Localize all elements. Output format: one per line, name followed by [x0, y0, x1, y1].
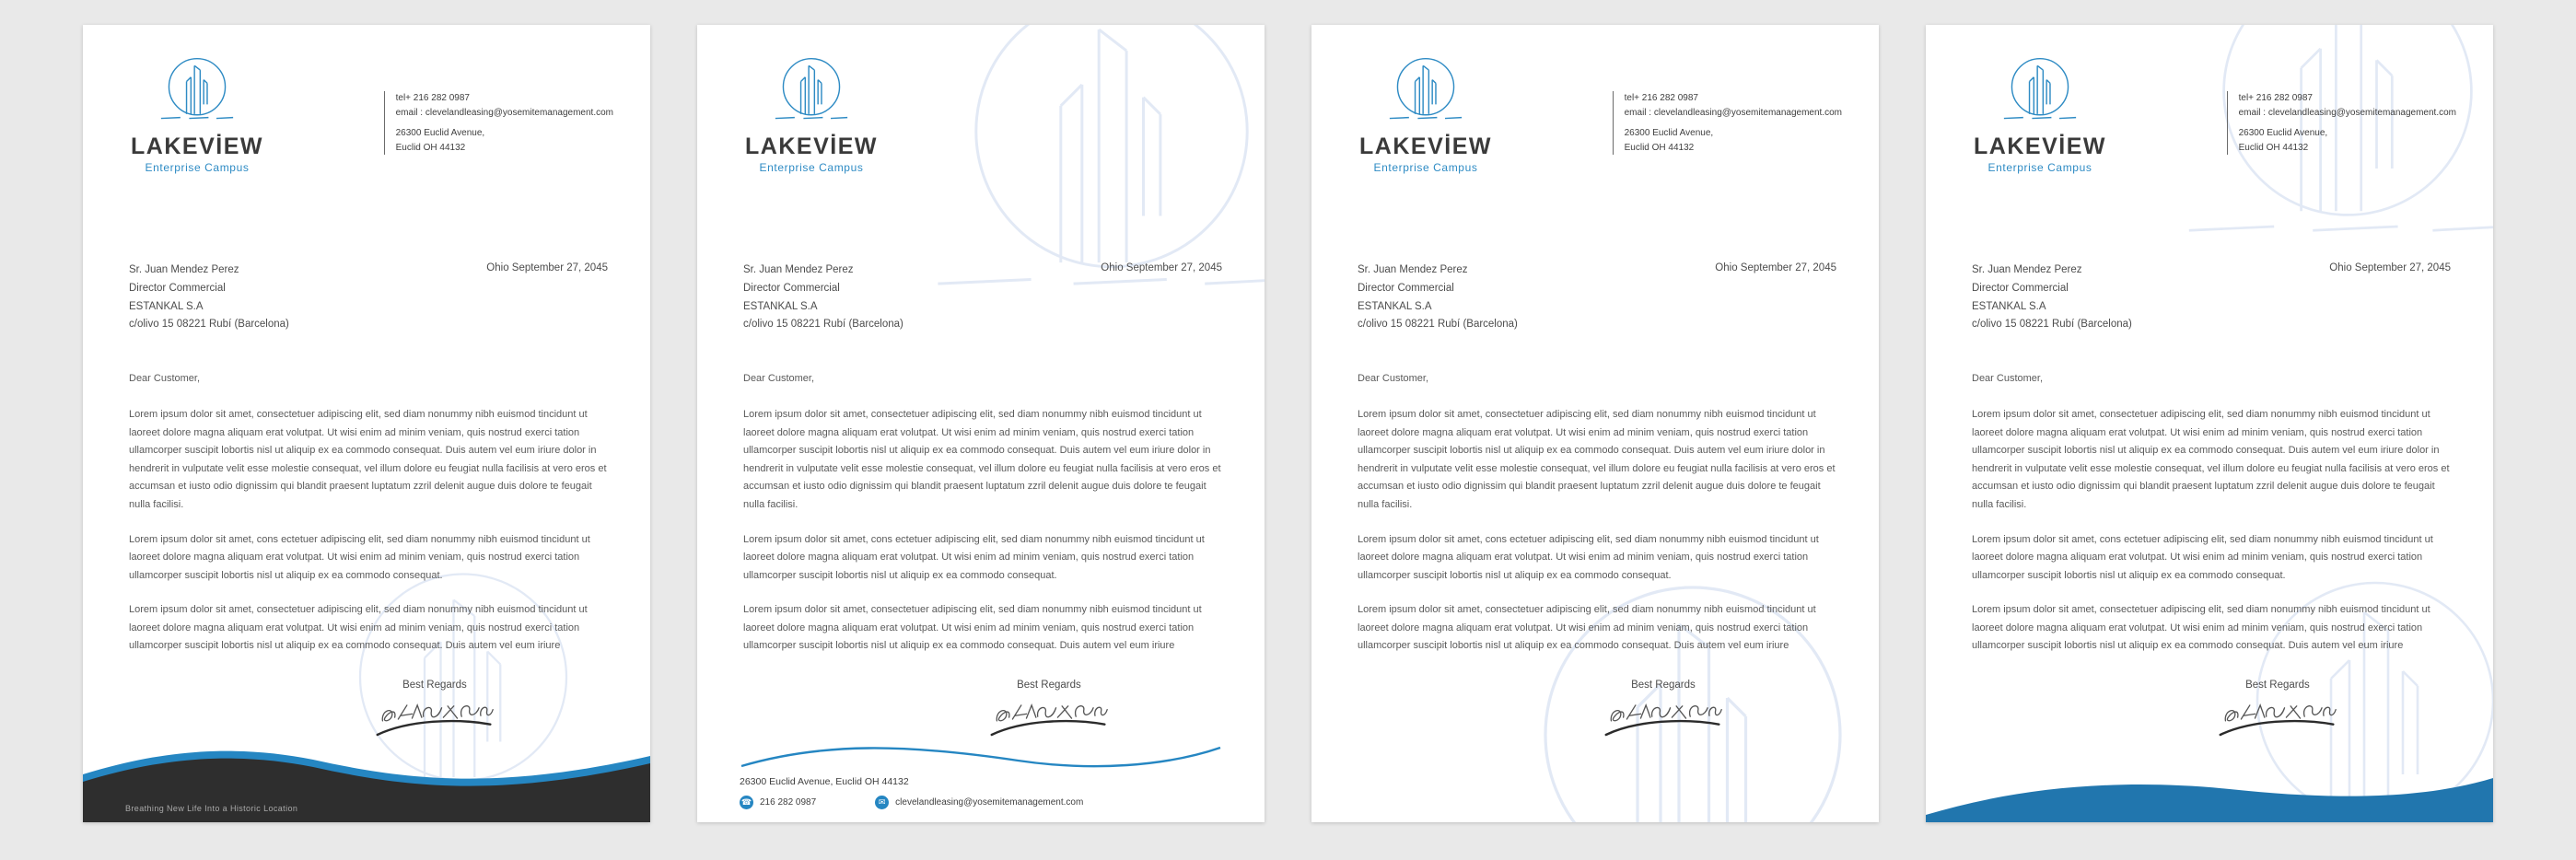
company-logo: [123, 52, 271, 174]
closing-text: Best Regards: [2245, 680, 2310, 691]
recipient-name: Sr. Juan Mendez Perez: [1358, 264, 1468, 275]
body-paragraph: Lorem ipsum dolor sit amet, consectetuer adipiscing elit, sed diam nonummy nibh euismod tincidunt ut laoreet dolore magna aliquam erat volutpat. Ut wisi enim ad minim veniam, quis nostrud exerci tation ullamcorper suscipit lobortis nisl ut aliquip ex ea commodo consequat. Duis autem vel eum iriure: [1358, 604, 1816, 652]
contact-address-line1: 26300 Euclid Avenue,: [395, 128, 485, 138]
body-paragraph: Lorem ipsum dolor sit amet, cons ectetuer adipiscing elit, sed diam nonummy nibh euismod tincidunt ut laoreet dolore magna aliquam erat volutpat. Ut wisi enim ad minim veniam, quis nostrud exerci tation ullamcorper suscipit lobortis nisl ut aliquip ex ea commodo consequat.: [1972, 533, 2433, 581]
letter-template-4[interactable]: [1926, 25, 2493, 822]
signature-block: [1562, 680, 1765, 745]
header-contact-block: [1613, 91, 1842, 155]
company-logo: [738, 52, 885, 174]
company-logo: [1966, 52, 2114, 174]
logo-wordmark: LAKEVİEW: [131, 134, 263, 159]
recipient-block: [1358, 261, 1518, 334]
closing-text: Best Regards: [402, 680, 467, 691]
signature-scribble-icon: [988, 698, 1110, 740]
logo-wordmark: LAKEVİEW: [1974, 134, 2106, 159]
footer-email-address: clevelandleasing@yosemitemanagement.com: [895, 797, 1084, 808]
spacer: [1625, 120, 1842, 126]
recipient-company: ESTANKAL S.A: [129, 300, 204, 312]
recipient-block: [1972, 261, 2132, 334]
recipient-name: Sr. Juan Mendez Perez: [129, 264, 239, 275]
contact-tel: tel+ 216 282 0987: [1624, 93, 1698, 103]
recipient-block: [129, 261, 289, 334]
footer-tagline: Breathing New Life Into a Historic Location: [125, 804, 298, 813]
email-icon: ✉: [875, 796, 889, 809]
letter-date: Ohio September 27, 2045: [2329, 262, 2451, 273]
logo-tagline: Enterprise Campus: [1987, 161, 2092, 174]
body-paragraph: Lorem ipsum dolor sit amet, cons ectetuer adipiscing elit, sed diam nonummy nibh euismod tincidunt ut laoreet dolore magna aliquam erat volutpat. Ut wisi enim ad minim veniam, quis nostrud exerci tation ullamcorper suscipit lobortis nisl ut aliquip ex ea commodo consequat.: [743, 533, 1205, 581]
closing-text: Best Regards: [1017, 680, 1081, 691]
wave-line-icon: [740, 737, 1222, 772]
contact-address-line1: 26300 Euclid Avenue,: [2238, 128, 2328, 138]
recipient-company: ESTANKAL S.A: [1972, 300, 2046, 312]
contact-email: email : clevelandleasing@yosemitemanagement.com: [1624, 107, 1842, 118]
body-paragraph: Lorem ipsum dolor sit amet, consectetuer adipiscing elit, sed diam nonummy nibh euismod tincidunt ut laoreet dolore magna aliquam erat volutpat. Ut wisi enim ad minim veniam, quis nostrud exerci tation ullamcorper suscipit lobortis nisl ut aliquip ex ea commodo consequat. Duis autem vel eum iriure dolor in hendrerit in vulputate velit esse molestie consequat, vel illum dolore eu feugiat nulla facilisis at vero eros et accumsan et iusto odio dignissim qui blandit praesent luptatum zzril delenit augue duis dolore te feugait nulla facilisi.: [129, 409, 607, 510]
closing-text: Best Regards: [1631, 680, 1696, 691]
body-paragraph: Lorem ipsum dolor sit amet, consectetuer adipiscing elit, sed diam nonummy nibh euismod tincidunt ut laoreet dolore magna aliquam erat volutpat. Ut wisi enim ad minim veniam, quis nostrud exerci tation ullamcorper suscipit lobortis nisl ut aliquip ex ea commodo consequat. Duis autem vel eum iriure: [129, 604, 588, 652]
recipient-address: c/olivo 15 08221 Rubí (Barcelona): [1358, 319, 1518, 331]
recipient-company: ESTANKAL S.A: [1358, 300, 1432, 312]
recipient-title: Director Commercial: [1358, 282, 1454, 294]
letter-date: Ohio September 27, 2045: [486, 262, 608, 273]
spacer: [396, 120, 613, 126]
letter-date: Ohio September 27, 2045: [1101, 262, 1222, 273]
contact-email: email : clevelandleasing@yosemitemanagement.com: [395, 107, 613, 118]
company-logo: [1352, 52, 1499, 174]
contact-email: email : clevelandleasing@yosemitemanagement.com: [2238, 107, 2456, 118]
spacer: [2239, 120, 2456, 126]
signature-scribble-icon: [374, 698, 495, 740]
body-paragraph: Lorem ipsum dolor sit amet, consectetuer adipiscing elit, sed diam nonummy nibh euismod tincidunt ut laoreet dolore magna aliquam erat volutpat. Ut wisi enim ad minim veniam, quis nostrud exerci tation ullamcorper suscipit lobortis nisl ut aliquip ex ea commodo consequat. Duis autem vel eum iriure dolor in hendrerit in vulputate velit esse molestie consequat, vel illum dolore eu feugiat nulla facilisis at vero eros et accumsan et iusto odio dignissim qui blandit praesent luptatum zzril delenit augue duis dolore te feugait nulla facilisi.: [743, 409, 1221, 510]
recipient-title: Director Commercial: [743, 282, 840, 294]
contact-address-line2: Euclid OH 44132: [2238, 142, 2309, 153]
footer-blue-wave: [1926, 756, 2493, 822]
logo-tagline: Enterprise Campus: [1373, 161, 1478, 174]
body-paragraph: Lorem ipsum dolor sit amet, cons ectetuer adipiscing elit, sed diam nonummy nibh euismod tincidunt ut laoreet dolore magna aliquam erat volutpat. Ut wisi enim ad minim veniam, quis nostrud exerci tation ullamcorper suscipit lobortis nisl ut aliquip ex ea commodo consequat.: [129, 533, 590, 581]
recipient-address: c/olivo 15 08221 Rubí (Barcelona): [743, 319, 903, 331]
letter-date: Ohio September 27, 2045: [1715, 262, 1836, 273]
recipient-address: c/olivo 15 08221 Rubí (Barcelona): [1972, 319, 2132, 331]
header-contact-block: [384, 91, 613, 155]
letter-template-3[interactable]: [1311, 25, 1879, 822]
signature-block: [948, 680, 1150, 745]
salutation: Dear Customer,: [743, 373, 815, 385]
footer-address: 26300 Euclid Avenue, Euclid OH 44132: [740, 776, 909, 787]
logo-emblem-icon: [1996, 52, 2084, 130]
logo-wordmark: LAKEVİEW: [745, 134, 878, 159]
recipient-block: [743, 261, 903, 334]
contact-address-line2: Euclid OH 44132: [395, 142, 466, 153]
recipient-address: c/olivo 15 08221 Rubí (Barcelona): [129, 319, 289, 331]
logo-emblem-icon: [767, 52, 856, 130]
contact-address-line2: Euclid OH 44132: [1624, 142, 1695, 153]
footer-dark-wave: [83, 741, 650, 822]
footer-phone-item: [740, 796, 816, 809]
recipient-title: Director Commercial: [129, 282, 226, 294]
salutation: Dear Customer,: [129, 373, 201, 385]
signature-scribble-icon: [2217, 698, 2338, 740]
logo-tagline: Enterprise Campus: [759, 161, 864, 174]
signature-block: [333, 680, 536, 745]
phone-icon: ☎: [740, 796, 753, 809]
logo-wordmark: LAKEVİEW: [1359, 134, 1492, 159]
body-paragraph: Lorem ipsum dolor sit amet, consectetuer adipiscing elit, sed diam nonummy nibh euismod tincidunt ut laoreet dolore magna aliquam erat volutpat. Ut wisi enim ad minim veniam, quis nostrud exerci tation ullamcorper suscipit lobortis nisl ut aliquip ex ea commodo consequat. Duis autem vel eum iriure: [1972, 604, 2430, 652]
salutation: Dear Customer,: [1358, 373, 1429, 385]
footer-email-item: [875, 796, 1083, 809]
recipient-title: Director Commercial: [1972, 282, 2069, 294]
logo-tagline: Enterprise Campus: [145, 161, 250, 174]
contact-tel: tel+ 216 282 0987: [2238, 93, 2313, 103]
recipient-name: Sr. Juan Mendez Perez: [743, 264, 854, 275]
footer-phone-number: 216 282 0987: [760, 797, 817, 808]
body-paragraph: Lorem ipsum dolor sit amet, consectetuer adipiscing elit, sed diam nonummy nibh euismod tincidunt ut laoreet dolore magna aliquam erat volutpat. Ut wisi enim ad minim veniam, quis nostrud exerci tation ullamcorper suscipit lobortis nisl ut aliquip ex ea commodo consequat. Duis autem vel eum iriure dolor in hendrerit in vulputate velit esse molestie consequat, vel illum dolore eu feugiat nulla facilisis at vero eros et accumsan et iusto odio dignissim qui blandit praesent luptatum zzril delenit augue duis dolore te feugait nulla facilisi.: [1972, 409, 2450, 510]
header-contact-block: [2227, 91, 2456, 155]
body-paragraph: Lorem ipsum dolor sit amet, cons ectetuer adipiscing elit, sed diam nonummy nibh euismod tincidunt ut laoreet dolore magna aliquam erat volutpat. Ut wisi enim ad minim veniam, quis nostrud exerci tation ullamcorper suscipit lobortis nisl ut aliquip ex ea commodo consequat.: [1358, 533, 1819, 581]
body-paragraph: Lorem ipsum dolor sit amet, consectetuer adipiscing elit, sed diam nonummy nibh euismod tincidunt ut laoreet dolore magna aliquam erat volutpat. Ut wisi enim ad minim veniam, quis nostrud exerci tation ullamcorper suscipit lobortis nisl ut aliquip ex ea commodo consequat. Duis autem vel eum iriure: [743, 604, 1202, 652]
recipient-company: ESTANKAL S.A: [743, 300, 818, 312]
logo-emblem-icon: [1381, 52, 1470, 130]
contact-address-line1: 26300 Euclid Avenue,: [1624, 128, 1714, 138]
signature-scribble-icon: [1603, 698, 1724, 740]
letter-template-2[interactable]: [697, 25, 1265, 822]
recipient-name: Sr. Juan Mendez Perez: [1972, 264, 2082, 275]
body-paragraph: Lorem ipsum dolor sit amet, consectetuer adipiscing elit, sed diam nonummy nibh euismod tincidunt ut laoreet dolore magna aliquam erat volutpat. Ut wisi enim ad minim veniam, quis nostrud exerci tation ullamcorper suscipit lobortis nisl ut aliquip ex ea commodo consequat. Duis autem vel eum iriure dolor in hendrerit in vulputate velit esse molestie consequat, vel illum dolore eu feugiat nulla facilisis at vero eros et accumsan et iusto odio dignissim qui blandit praesent luptatum zzril delenit augue duis dolore te feugait nulla facilisi.: [1358, 409, 1836, 510]
signature-block: [2176, 680, 2379, 745]
logo-emblem-icon: [153, 52, 241, 130]
wave-shape-icon: [1926, 756, 2493, 822]
letter-template-1[interactable]: [83, 25, 650, 822]
footer-contact-block: [740, 737, 1222, 809]
salutation: Dear Customer,: [1972, 373, 2044, 385]
contact-tel: tel+ 216 282 0987: [395, 93, 470, 103]
